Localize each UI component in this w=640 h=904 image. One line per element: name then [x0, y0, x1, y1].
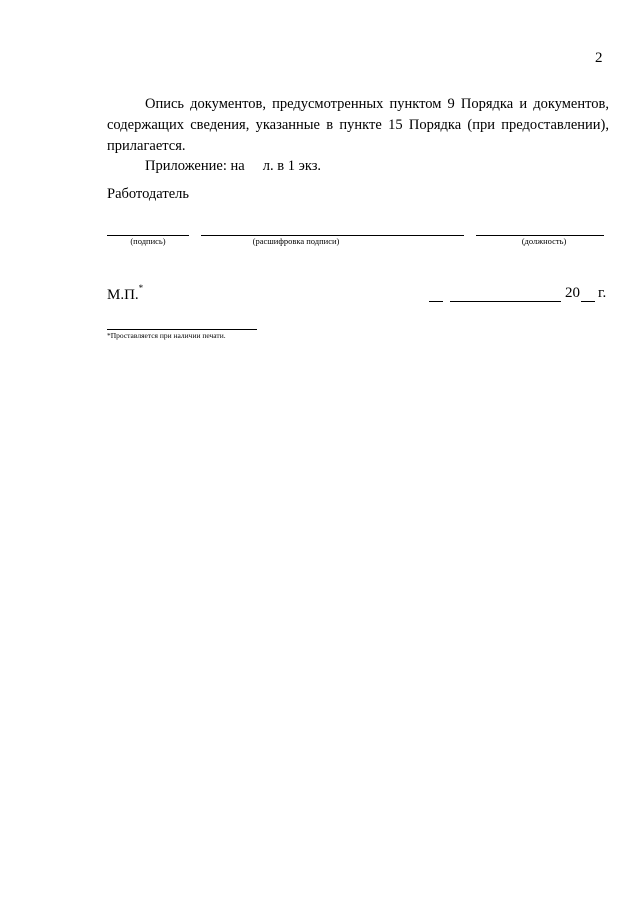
employer-label: Работодатель	[107, 186, 189, 202]
footnote-separator	[107, 329, 257, 330]
page-number: 2	[595, 50, 603, 66]
date-month-blank	[450, 301, 561, 302]
position-caption: (должность)	[521, 236, 567, 246]
date-year-suffix: г.	[598, 285, 607, 301]
stamp-footnote-mark: *	[138, 283, 144, 293]
date-year-blank	[581, 301, 595, 302]
date-day-blank	[429, 301, 443, 302]
footnote-text: *Проставляется при наличии печати.	[107, 331, 226, 340]
stamp-placeholder	[107, 285, 143, 304]
signature-decoding-caption: (расшифровка подписи)	[252, 236, 340, 246]
signature-caption: (подпись)	[130, 236, 166, 246]
stamp-label: М.П.	[107, 287, 139, 303]
date-year-prefix: 20	[565, 285, 580, 301]
inventory-paragraph: Опись документов, предусмотренных пунктом 9 Порядка и документов, содержащих сведения, указанные в пункте 15 Порядка (при предоставлении), прилагается.	[107, 96, 609, 154]
appendix-line: Приложение: на л. в 1 экз.	[145, 158, 322, 174]
